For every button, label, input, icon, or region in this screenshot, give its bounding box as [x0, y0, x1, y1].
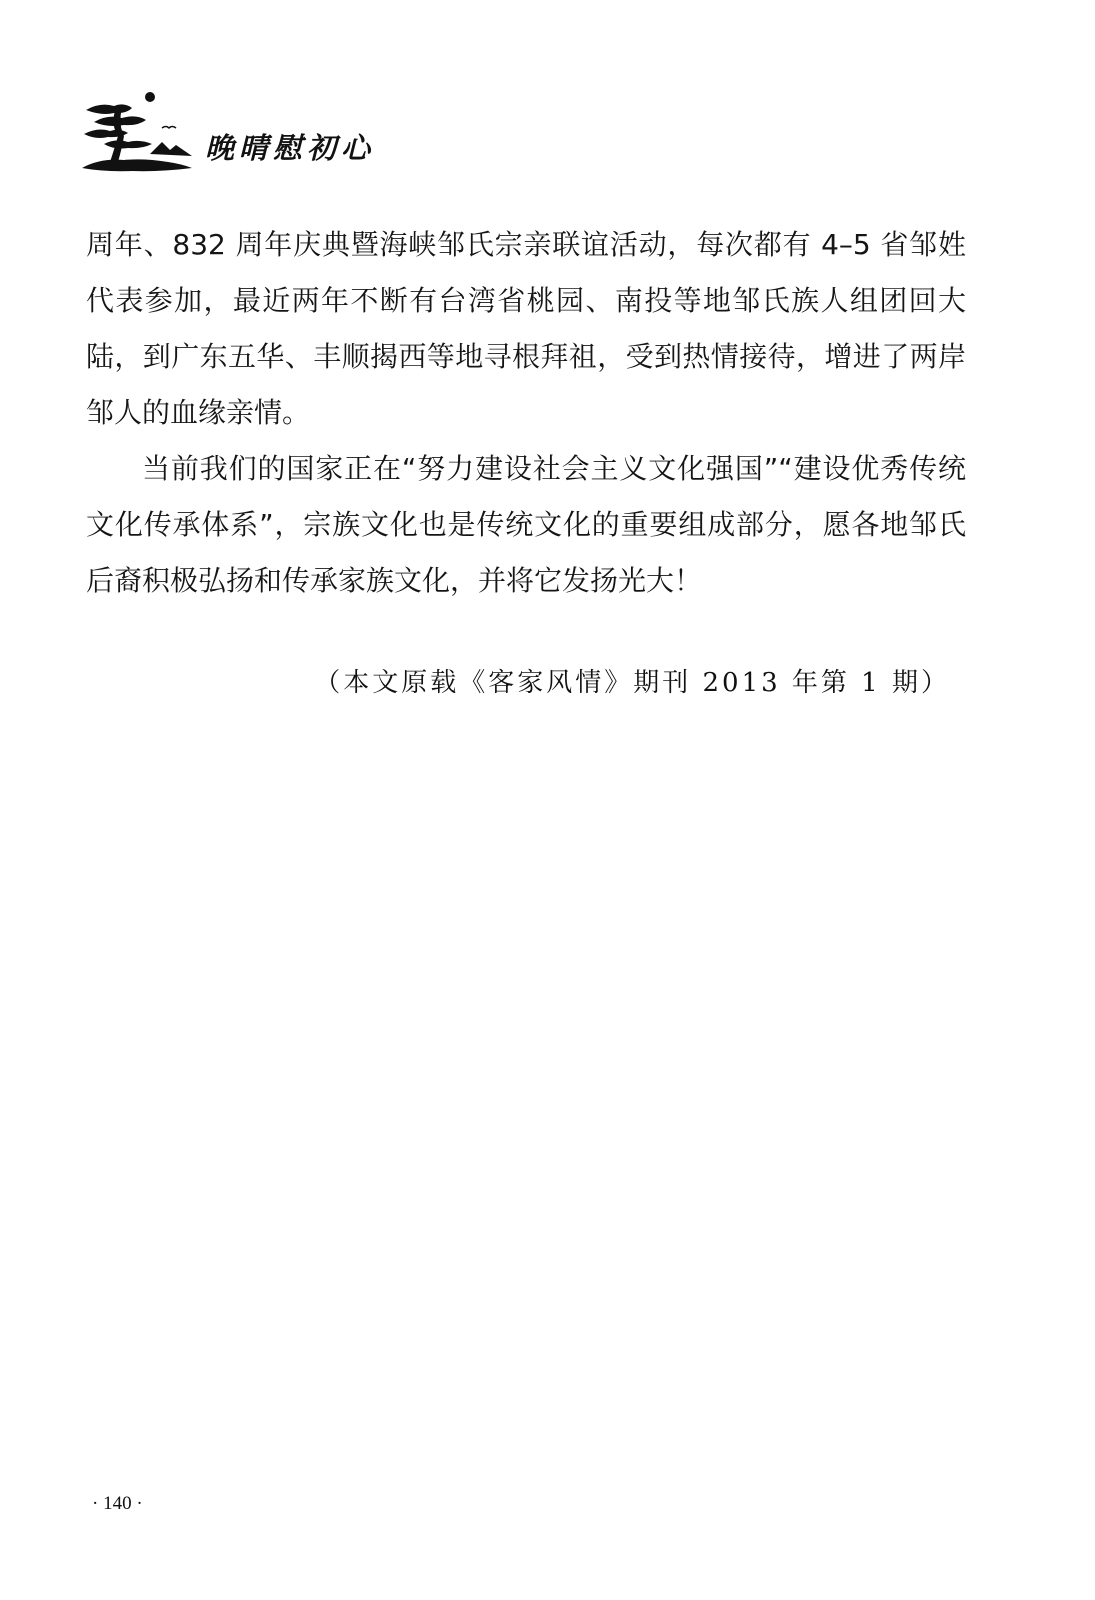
- source-note: （本文原载《客家风情》期刊 2013 年第 1 期）: [314, 668, 950, 698]
- running-header: [80, 88, 420, 178]
- pine-tree-moon-icon: [80, 88, 195, 173]
- paragraph-conclusion: 当前我们的国家正在“努力建设社会主义文化强国”“建设优秀传统文化传承体系”，宗族文化也是传统文化的重要组成部分，愿各地邹氏后裔积极弘扬和传承家族文化，并将它发扬光大！: [86, 452, 966, 597]
- paragraph-continued: 周年、832 周年庆典暨海峡邹氏宗亲联谊活动，每次都有 4–5 省邹姓代表参加，最近两年不断有台湾省桃园、南投等地邹氏族人组团回大陆，到广东五华、丰顺揭西等地寻根拜祖，受到热情接待，增进了两岸邹人的血缘亲情。: [86, 228, 966, 429]
- page-number: · 140 ·: [92, 1493, 143, 1514]
- article-body: [86, 217, 966, 609]
- header-title: 晚晴慰初心: [205, 131, 376, 165]
